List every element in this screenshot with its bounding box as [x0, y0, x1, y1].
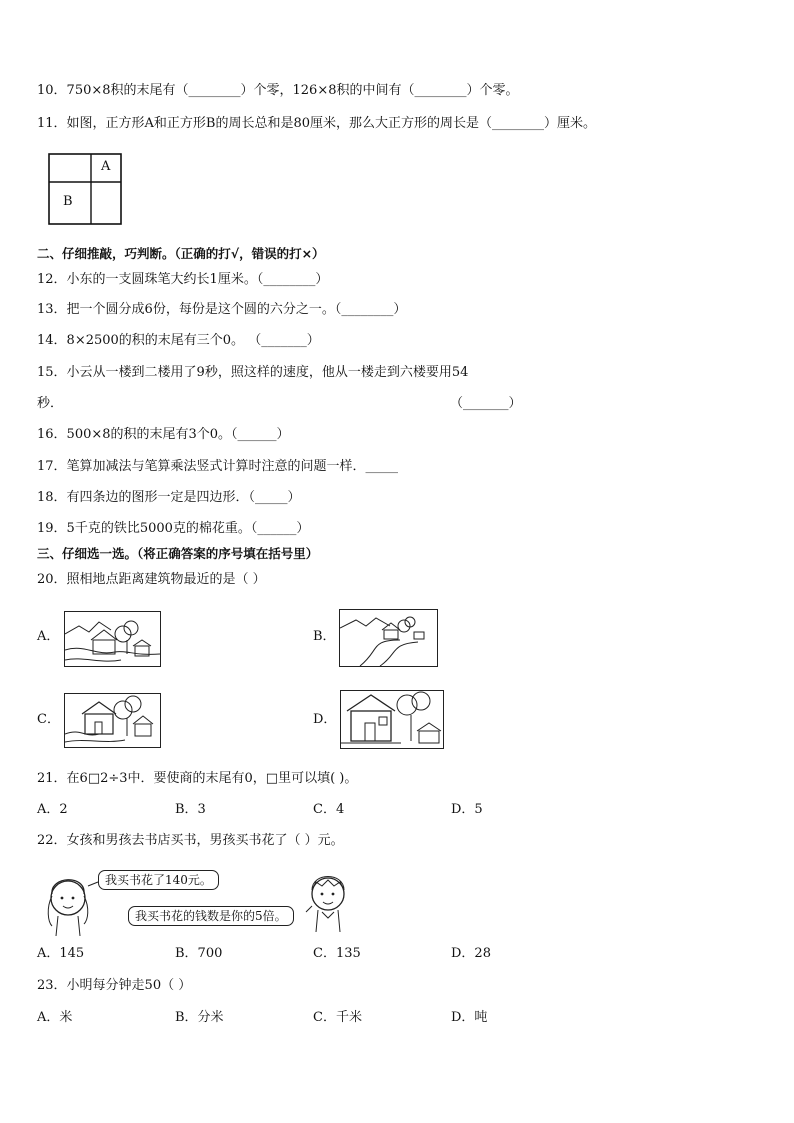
q23-option-d: D．吨: [451, 1010, 488, 1025]
q21-option-c: C．4: [313, 802, 345, 817]
square-a-label: A: [101, 159, 111, 174]
scene-road-icon: [340, 610, 437, 666]
question-20: 20．照相地点距离建筑物最近的是（ ）: [37, 572, 266, 587]
question-15: 15．小云从一楼到二楼用了9秒，照这样的速度，他从一楼走到六楼要用54: [37, 365, 469, 380]
question-14: 14．8×2500的积的末尾有三个0。 （_______）: [37, 333, 320, 348]
question-11: 11．如图，正方形A和正方形B的周长总和是80厘米，那么大正方形的周长是（________）厘米。: [37, 116, 597, 131]
option-a-label: A．: [37, 629, 60, 644]
question-16: 16．500×8的积的末尾有3个0。（______）: [37, 427, 290, 442]
option-d-label: D．: [313, 712, 337, 727]
girl-boy-dialogue: [44, 866, 360, 938]
photo-option-a: [64, 611, 161, 667]
question-22: 22．女孩和男孩去书店买书，男孩买书花了（ ）元。: [37, 833, 344, 848]
question-15-blank: （_______）: [450, 396, 522, 411]
section-2-heading: 二、仔细推敲，巧判断。（正确的打√，错误的打×）: [37, 246, 325, 261]
question-17: 17．笔算加减法与笔算乘法竖式计算时注意的问题一样．_____: [37, 459, 399, 474]
question-12: 12．小东的一支圆珠笔大约长1厘米。（________）: [37, 272, 329, 287]
question-23: 23．小明每分钟走50（ ）: [37, 978, 192, 993]
boy-speech-bubble: 我买书花的钱数是你的5倍。: [128, 906, 294, 926]
q23-option-a: A．米: [37, 1010, 73, 1025]
question-13: 13．把一个圆分成6份，每份是这个圆的六分之一。（________）: [37, 302, 407, 317]
q22-option-b: B．700: [175, 946, 223, 961]
square-diagram: [48, 153, 122, 225]
question-15-cont: 秒．: [37, 396, 64, 411]
option-c-label: C．: [37, 712, 60, 727]
question-19: 19．5千克的铁比5000克的棉花重。（______）: [37, 521, 310, 536]
q22-option-d: D．28: [451, 946, 491, 961]
photo-option-d: [340, 690, 444, 749]
square-figure: [48, 153, 122, 225]
section-3-heading: 三、仔细选一选。（将正确答案的序号填在括号里）: [37, 546, 319, 561]
q23-option-b: B．分米: [175, 1010, 224, 1025]
option-b-label: B．: [313, 629, 336, 644]
q21-option-a: A．2: [37, 802, 68, 817]
q23-option-c: C．千米: [313, 1010, 362, 1025]
scene-closest-icon: [341, 691, 443, 748]
q22-option-c: C．135: [313, 946, 361, 961]
question-10: 10．750×8积的末尾有（________）个零，126×8积的中间有（________）个零。: [37, 83, 519, 98]
photo-option-c: [64, 693, 161, 748]
q21-option-b: B．3: [175, 802, 206, 817]
scene-far-icon: [65, 612, 160, 666]
photo-option-b: [339, 609, 438, 667]
question-18: 18．有四条边的图形一定是四边形．（_____）: [37, 490, 301, 505]
square-b-label: B: [63, 194, 73, 209]
q22-option-a: A．145: [37, 946, 85, 961]
question-21: 21．在6□2÷3中．要使商的末尾有0，□里可以填( )。: [37, 771, 358, 786]
scene-near-icon: [65, 694, 160, 747]
girl-speech-bubble: 我买书花了140元。: [98, 870, 219, 890]
q21-option-d: D．5: [451, 802, 483, 817]
